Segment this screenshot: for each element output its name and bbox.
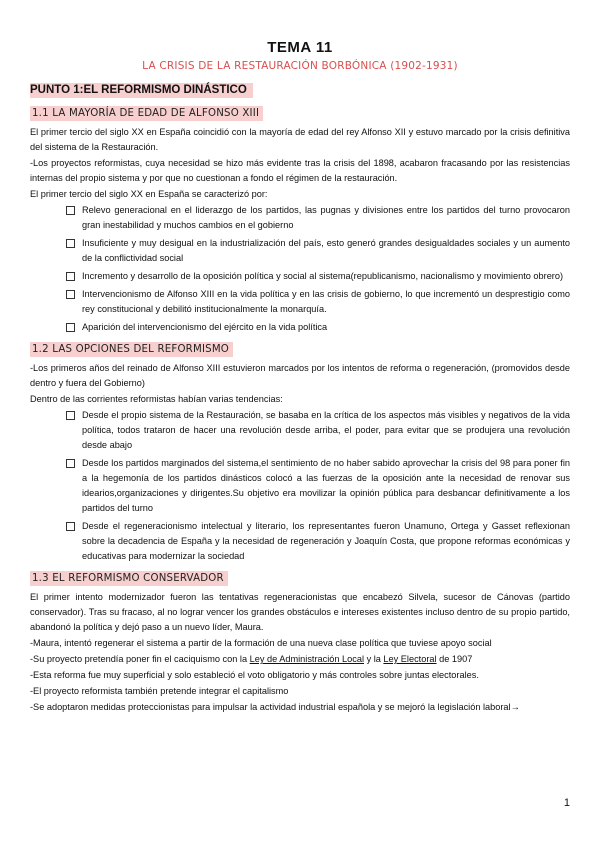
section-1-2-heading: 1.2 LAS OPCIONES DEL REFORMISMO — [30, 342, 233, 357]
paragraph: El primer intento modernizador fueron las tentativas regeneracionistas que encabezó Silvela, sucesor de Cánovas (partido conservador). Tras su fracaso, al no lograr vencer los grandes obstáculos e intereses existentes incluso dentro de su propio partido, abandonó la política y dejó paso a un nuevo líder, Maura. — [30, 592, 570, 632]
law-reference: Ley Electoral — [383, 654, 437, 664]
checkbox-icon — [66, 290, 75, 299]
checkbox-icon — [66, 206, 75, 215]
list-item: Intervencionismo de Alfonso XIII en la vida política y en las crisis de gobierno, lo que incrementó un desprestigio como rey constitucional y debilitó institucionalmente la monarquía. — [66, 287, 570, 317]
checkbox-icon — [66, 459, 75, 468]
paragraph: -Los proyectos reformistas, cuya necesidad se hizo más evidente tras la crisis del 1898, acabaron fracasando por las resistencias internas del propio sistema y por que no cuestionan a fondo el régimen de la restauración. — [30, 158, 570, 183]
section-1-1-heading: 1.1 LA MAYORÍA DE EDAD DE ALFONSO XIII — [30, 106, 263, 121]
page-number: 1 — [563, 797, 570, 809]
checkbox-icon — [66, 411, 75, 420]
list-item: Desde el propio sistema de la Restauración, se basaba en la crítica de los aspectos más visibles y negativos de la vida política, todos trataron de hacer una revolución desde arriba, el poder, para evitar que se produjera una revolución desde abajo — [66, 408, 570, 453]
checkbox-icon — [66, 272, 75, 281]
checkbox-icon — [66, 239, 75, 248]
list-item: Aparición del intervencionismo del ejército en la vida política — [66, 320, 570, 335]
list-item: Relevo generacional en el liderazgo de los partidos, las pugnas y divisiones entre los partidos del turno provocaron gran inestabilidad y muchos cambios en el gobierno — [66, 203, 570, 233]
paragraph: El primer tercio del siglo XX en España coincidió con la mayoría de edad del rey Alfonso XII y estuvo marcado por la crisis definitiva del sistema de la Restauración. — [30, 127, 570, 152]
doc-title: TEMA 11 — [267, 39, 333, 56]
checkbox-icon — [66, 522, 75, 531]
checklist — [30, 408, 570, 564]
paragraph: -Maura, intentó regenerar el sistema a partir de la formación de una nueva clase política que tuviese apoyo social — [30, 638, 492, 648]
checklist — [30, 203, 570, 335]
paragraph: -Su proyecto pretendía poner fin el caciquismo con la Ley de Administración Local y la Ley Electoral de 1907 — [30, 654, 473, 664]
paragraph: -El proyecto reformista también pretende integrar el capitalismo — [30, 686, 289, 696]
paragraph: El primer tercio del siglo XX en España se caracterizó por: — [30, 189, 268, 199]
doc-subtitle: LA CRISIS DE LA RESTAURACIÓN BORBÓNICA (1902-1931) — [142, 60, 458, 72]
checkbox-icon — [66, 323, 75, 332]
punto-1-heading: PUNTO 1:EL REFORMISMO DINÁSTICO — [30, 83, 253, 98]
paragraph: -Esta reforma fue muy superficial y solo estableció el voto obligatorio y más controles sobre juntas electorales. — [30, 670, 479, 680]
law-reference: Ley de Administración Local — [249, 654, 365, 664]
list-item: Insuficiente y muy desigual en la industrialización del país, esto generó grandes desigualdades sociales y un aumento de la conflictividad social — [66, 236, 570, 266]
section-1-3-heading: 1.3 EL REFORMISMO CONSERVADOR — [30, 571, 228, 586]
paragraph: -Se adoptaron medidas proteccionistas para impulsar la actividad industrial española y se mejoró la legislación laboral→ — [30, 702, 520, 712]
paragraph: Dentro de las corrientes reformistas habían varias tendencias: — [30, 394, 283, 404]
list-item: Desde los partidos marginados del sistema,el sentimiento de no haber sabido aprovechar la crisis del 98 para poner fin a la hegemonía de los partidos dinásticos colocó a las fuerzas de la oposición ante la necesidad de renovar sus idearios,organizaciones y dirigentes.Su objetivo era movilizar la opinión pública para desbancar definitivamente a los partidos del turno — [66, 456, 570, 516]
paragraph: -Los primeros años del reinado de Alfonso XIII estuvieron marcados por los intentos de reforma o regeneración, (promovidos desde dentro y fuera del Gobierno) — [30, 363, 570, 388]
list-item: Incremento y desarrollo de la oposición política y social al sistema(republicanismo, nacionalismo y movimiento obrero) — [66, 269, 570, 284]
list-item: Desde el regeneracionismo intelectual y literario, los representantes fueron Unamuno, Ortega y Gasset reflexionan sobre la decadencia de España y la necesidad de regeneración y Joaquín Costa, que propone reformas económicas y educativas para modernizar la sociedad — [66, 519, 570, 564]
